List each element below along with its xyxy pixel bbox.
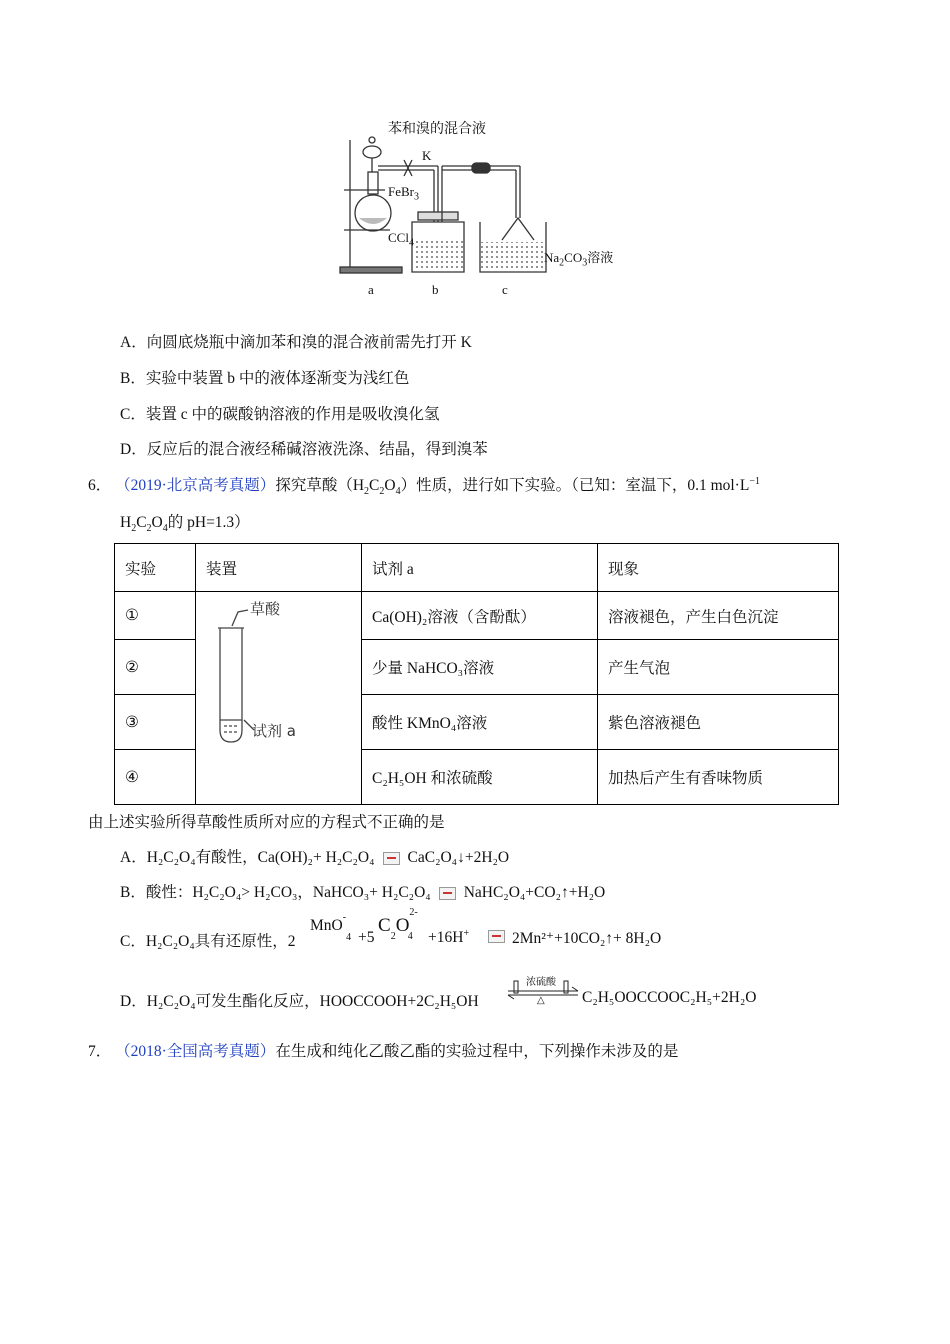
q6-stem-line2: $H_2C_2O_4$的 pH=1.3） (120, 514, 250, 535)
apparatus-drawing (330, 110, 630, 300)
ion-c2o4: $C_2O^{2-}_4$ (378, 906, 418, 943)
device-label-oxalic: 草酸 (250, 600, 281, 618)
q6-stem: 6． （2019·北京高考真题）探究草酸$(H_2C_2O_4)$性质，进行如下实验。（已知：室温下，0.1 $mol\cdot L^{-1}$ (88, 475, 760, 498)
header-experiment: 实验 (115, 544, 196, 592)
row-number: ④ (115, 750, 196, 805)
q5-option-a: A．向圆底烧瓶中滴加苯和溴的混合液前需先打开 K (120, 334, 472, 351)
label-ccl: CCl$_4$ (388, 230, 414, 249)
header-reagent: 试剂 a (362, 544, 598, 592)
q6-conclusion: 由上述实验所得草酸性质所对应的方程式不正确的是 (88, 814, 445, 831)
q7-number: 7． (88, 1043, 112, 1060)
table-row (115, 592, 839, 640)
row-number: ② (115, 640, 196, 695)
q7-stem: 7． （2018·全国高考真题）在生成和纯化乙酸乙酯的实验过程中，下列操作未涉及的是 (88, 1043, 679, 1060)
row-phenomenon: 溶液褪色，产生白色沉淀 (598, 592, 839, 640)
device-cell (196, 592, 362, 805)
row-reagent: 少量 NaHCO₃溶液 (362, 640, 598, 695)
header-phenomenon: 现象 (598, 544, 839, 592)
apparatus-figure (330, 110, 630, 300)
label-b: b (432, 282, 439, 297)
label-febr: FeBr$_3$ (388, 184, 419, 203)
row-reagent: C₂H₅OH 和浓硫酸 (362, 750, 598, 805)
q6-option-b: B．酸性：H₂C₂O₄> H₂CO₃，NaHCO₃+ H₂C₂O₄ NaHC₂O₄+CO₂↑+H₂O (120, 884, 606, 901)
label-a: a (368, 282, 374, 297)
q5-option-b: B．实验中装置 b 中的液体逐渐变为浅红色 (120, 370, 410, 387)
table-header-row (115, 544, 839, 592)
label-na2co3: $Na_2CO_3$溶液 (544, 250, 614, 269)
row-phenomenon: 产生气泡 (598, 640, 839, 695)
label-c: c (502, 282, 508, 297)
row-phenomenon: 紫色溶液褪色 (598, 695, 839, 750)
label-k: K (422, 148, 432, 163)
equals-icon (439, 887, 456, 900)
test-tube-drawing (196, 592, 361, 804)
equals-icon (383, 852, 400, 865)
label-mix: 苯和溴的混合液 (388, 121, 486, 137)
q7-source: （2018·全国高考真题） (115, 1043, 276, 1060)
header-device: 装置 (196, 544, 362, 592)
equals-icon (488, 930, 505, 943)
q5-option-c: C．装置 c 中的碳酸钠溶液的作用是吸收溴化氢 (120, 406, 440, 423)
row-reagent: 酸性 KMnO₄溶液 (362, 695, 598, 750)
q6-number: 6． (88, 477, 112, 494)
row-number: ③ (115, 695, 196, 750)
ion-mno4: MnO-$_4$ (310, 911, 352, 944)
row-phenomenon: 加热后产生有香味物质 (598, 750, 839, 805)
q6-option-a: A．H₂C₂O₄有酸性，Ca(OH)₂+ H₂C₂O₄ CaC₂O₄↓+2H₂O (120, 849, 510, 866)
q6-source: （2019·北京高考真题） (115, 477, 276, 494)
reaction-arrow: 浓硫酸 △ (504, 975, 582, 1007)
row-reagent: Ca(OH)₂溶液（含酚酞） (362, 592, 598, 640)
device-label-reagent: 试剂 a (252, 722, 296, 740)
experiment-table (114, 543, 839, 805)
row-number: ① (115, 592, 196, 640)
q5-option-d: D．反应后的混合液经稀碱溶液洗涤、结晶，得到溴苯 (120, 441, 488, 458)
